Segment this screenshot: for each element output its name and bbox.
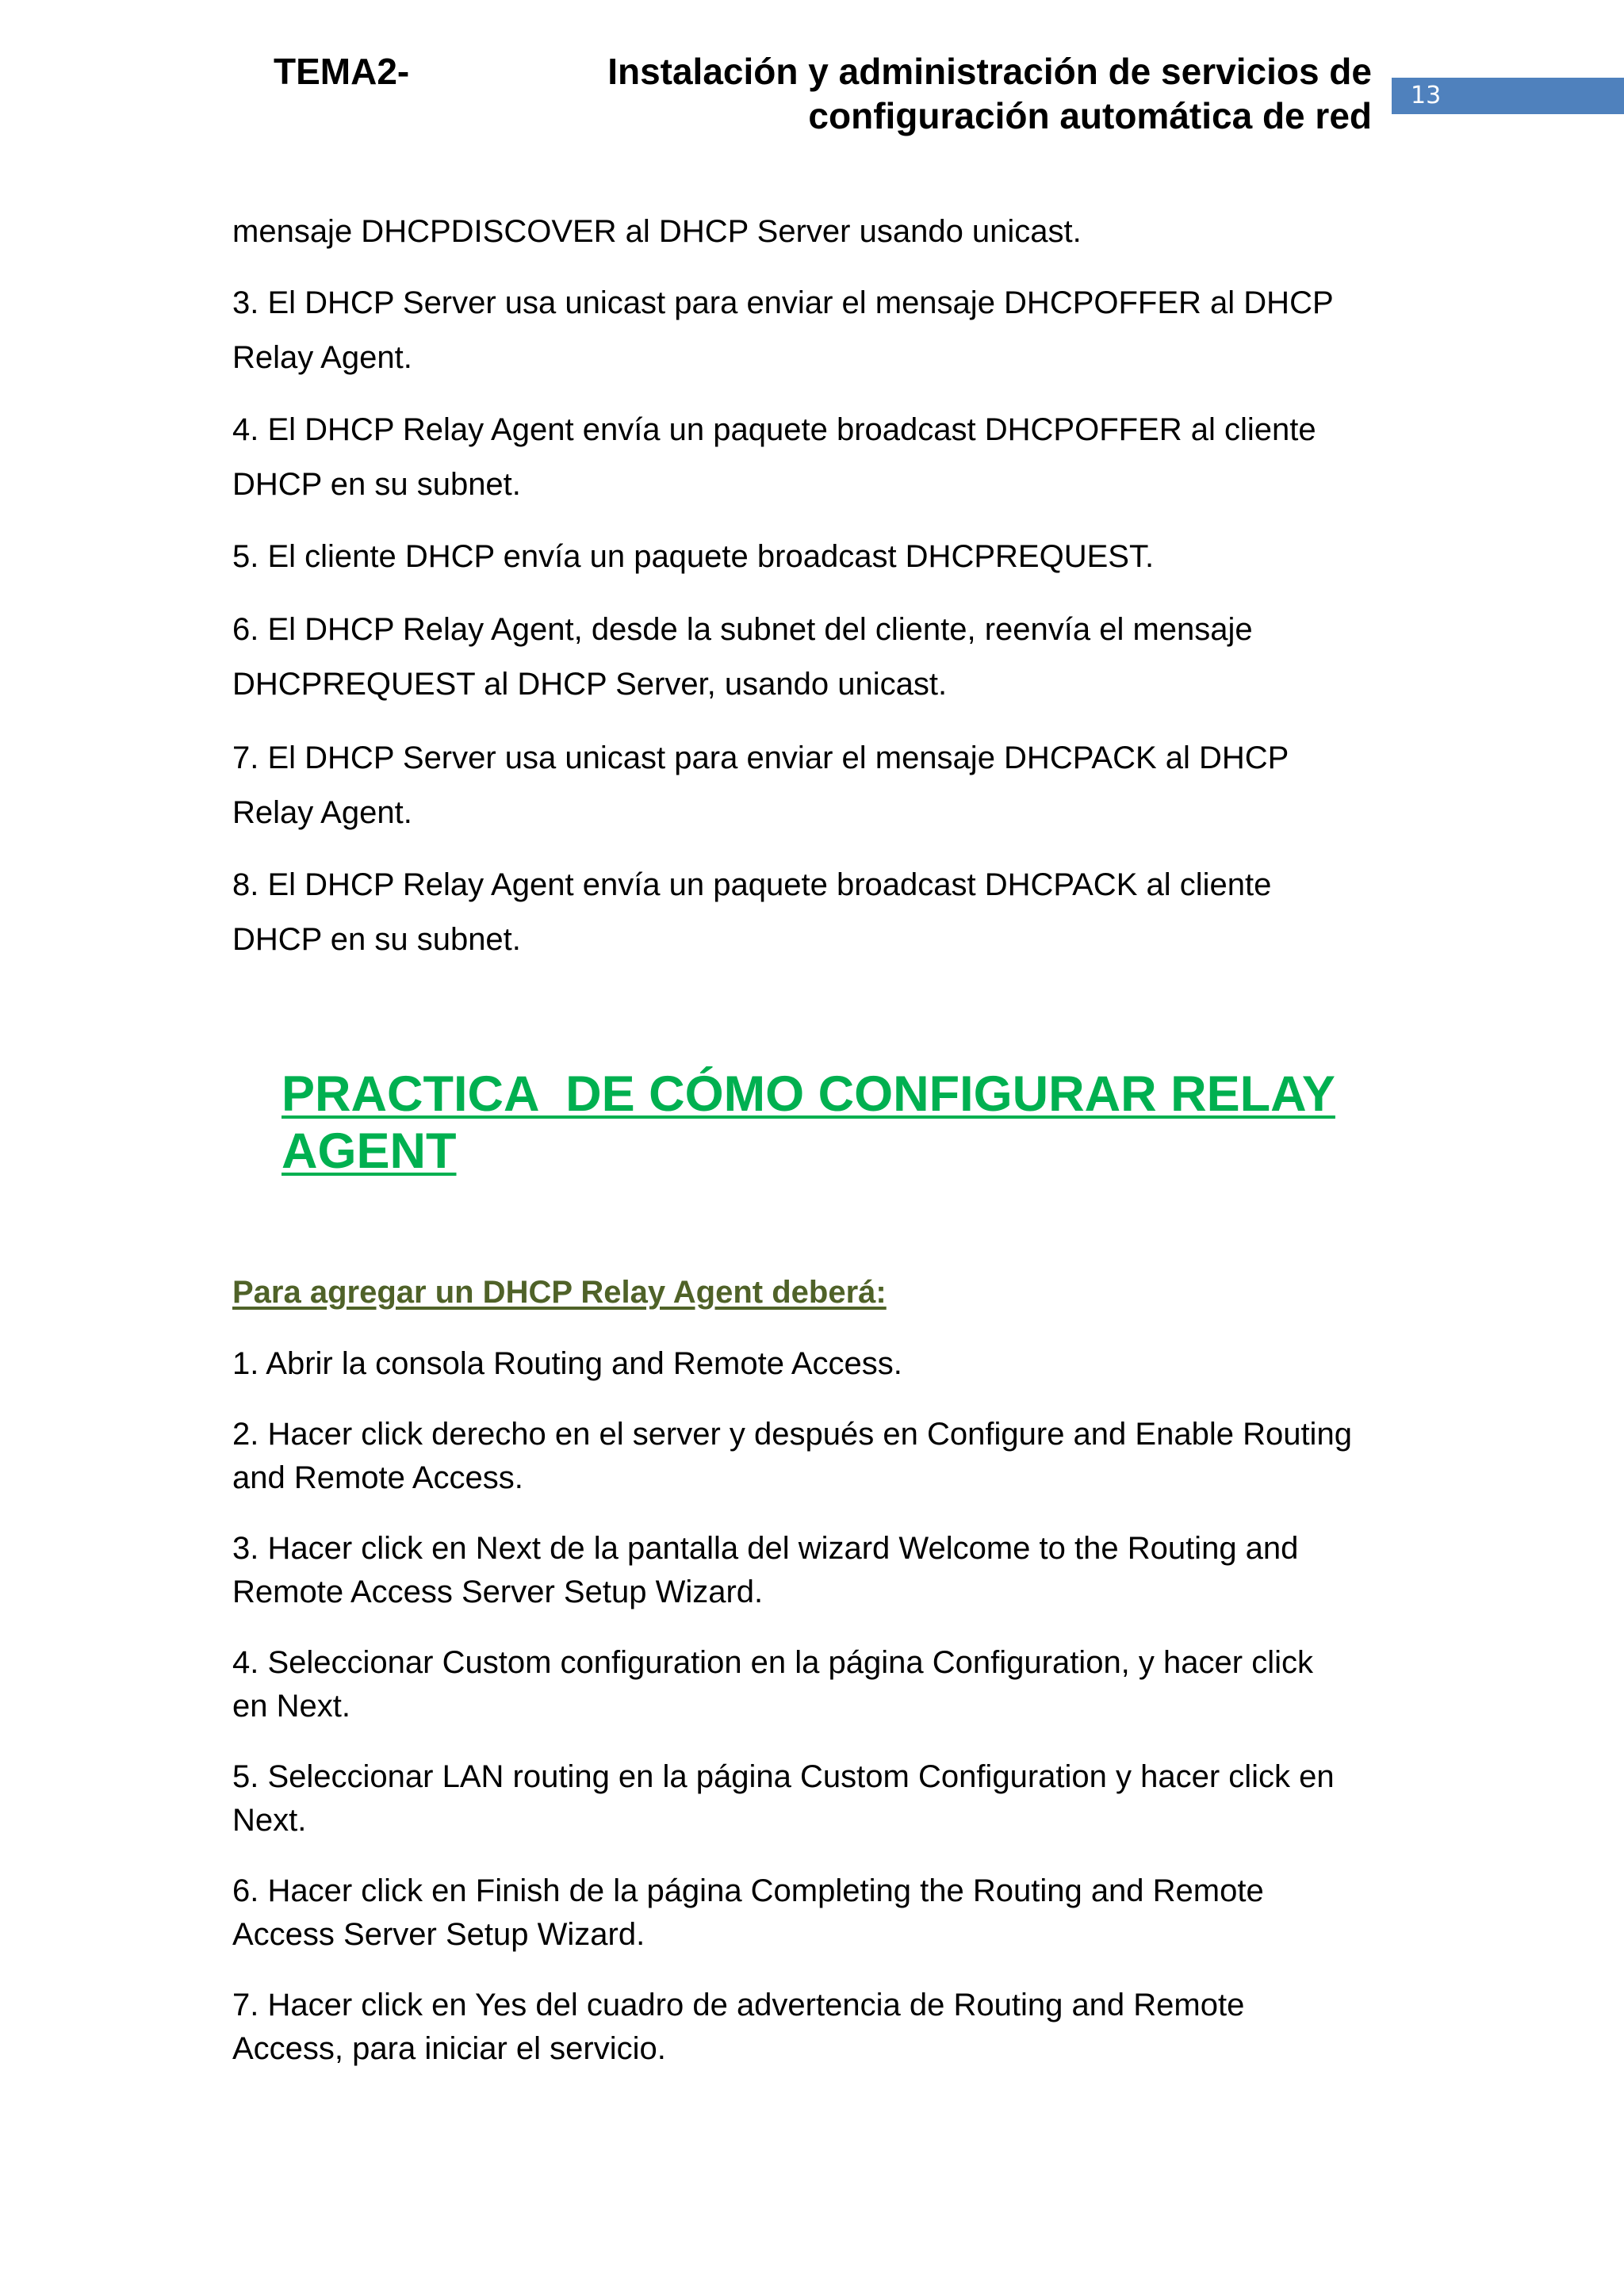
text-line: 5. El cliente DHCP envía un paquete broadcast DHCPREQUEST. (232, 539, 1155, 574)
text-line: 4. Seleccionar Custom configuration en la página Configuration, y hacer click (232, 1645, 1313, 1680)
page-number: 13 (1392, 78, 1624, 114)
paragraph-step-3 (232, 276, 1406, 385)
section-title-line-2: AGENT (282, 1123, 457, 1179)
text-line: and Remote Access. (232, 1460, 523, 1495)
subheading: Para agregar un DHCP Relay Agent deberá: (232, 1275, 887, 1310)
section-title-line-1: PRACTICA DE CÓMO CONFIGURAR RELAY (282, 1066, 1335, 1122)
text-line: 7. El DHCP Server usa unicast para enviar el mensaje DHCPACK al DHCP (232, 740, 1289, 775)
section-title (282, 1066, 1392, 1180)
header-title (420, 49, 1372, 138)
text-line: 1. Abrir la consola Routing and Remote Access. (232, 1346, 902, 1381)
text-line: 6. El DHCP Relay Agent, desde la subnet del cliente, reenvía el mensaje (232, 612, 1253, 647)
paragraph-continued (232, 205, 1406, 259)
text-line: DHCP en su subnet. (232, 467, 521, 502)
text-line: Next. (232, 1803, 307, 1838)
paragraph-step-7 (232, 731, 1406, 840)
text-line: 2. Hacer click derecho en el server y después en Configure and Enable Routing (232, 1417, 1352, 1452)
step-2 (232, 1413, 1406, 1500)
header-title-line-2: configuración automática de red (808, 95, 1372, 136)
text-line: Remote Access Server Setup Wizard. (232, 1575, 764, 1609)
text-line: Relay Agent. (232, 795, 412, 830)
text-line: 8. El DHCP Relay Agent envía un paquete broadcast DHCPACK al cliente (232, 867, 1272, 902)
step-4 (232, 1641, 1406, 1728)
text-line: Relay Agent. (232, 340, 412, 375)
text-line: mensaje DHCPDISCOVER al DHCP Server usando unicast. (232, 214, 1082, 249)
text-line: 5. Seleccionar LAN routing en la página Custom Configuration y hacer click en (232, 1759, 1335, 1794)
header-title-line-1: Instalación y administración de servicios de (607, 51, 1372, 92)
paragraph-step-5 (232, 530, 1406, 584)
step-1 (232, 1342, 1406, 1386)
text-line: 3. El DHCP Server usa unicast para enviar el mensaje DHCPOFFER al DHCP (232, 285, 1334, 320)
text-line: en Next. (232, 1689, 350, 1724)
step-3 (232, 1527, 1406, 1614)
header-topic: TEMA2- (274, 51, 410, 92)
paragraph-step-4 (232, 403, 1406, 512)
text-line: 4. El DHCP Relay Agent envía un paquete broadcast DHCPOFFER al cliente (232, 412, 1316, 447)
step-5 (232, 1755, 1406, 1843)
step-6 (232, 1869, 1406, 1957)
text-line: DHCP en su subnet. (232, 922, 521, 957)
text-line: 3. Hacer click en Next de la pantalla del wizard Welcome to the Routing and (232, 1531, 1299, 1566)
paragraph-step-8 (232, 858, 1406, 967)
text-line: Access, para iniciar el servicio. (232, 2031, 666, 2066)
text-line: 7. Hacer click en Yes del cuadro de advertencia de Routing and Remote (232, 1988, 1245, 2022)
paragraph-step-6 (232, 603, 1406, 712)
step-7 (232, 1984, 1406, 2071)
text-line: DHCPREQUEST al DHCP Server, usando unicast. (232, 667, 948, 702)
text-line: Access Server Setup Wizard. (232, 1917, 645, 1952)
text-line: 6. Hacer click en Finish de la página Completing the Routing and Remote (232, 1873, 1264, 1908)
